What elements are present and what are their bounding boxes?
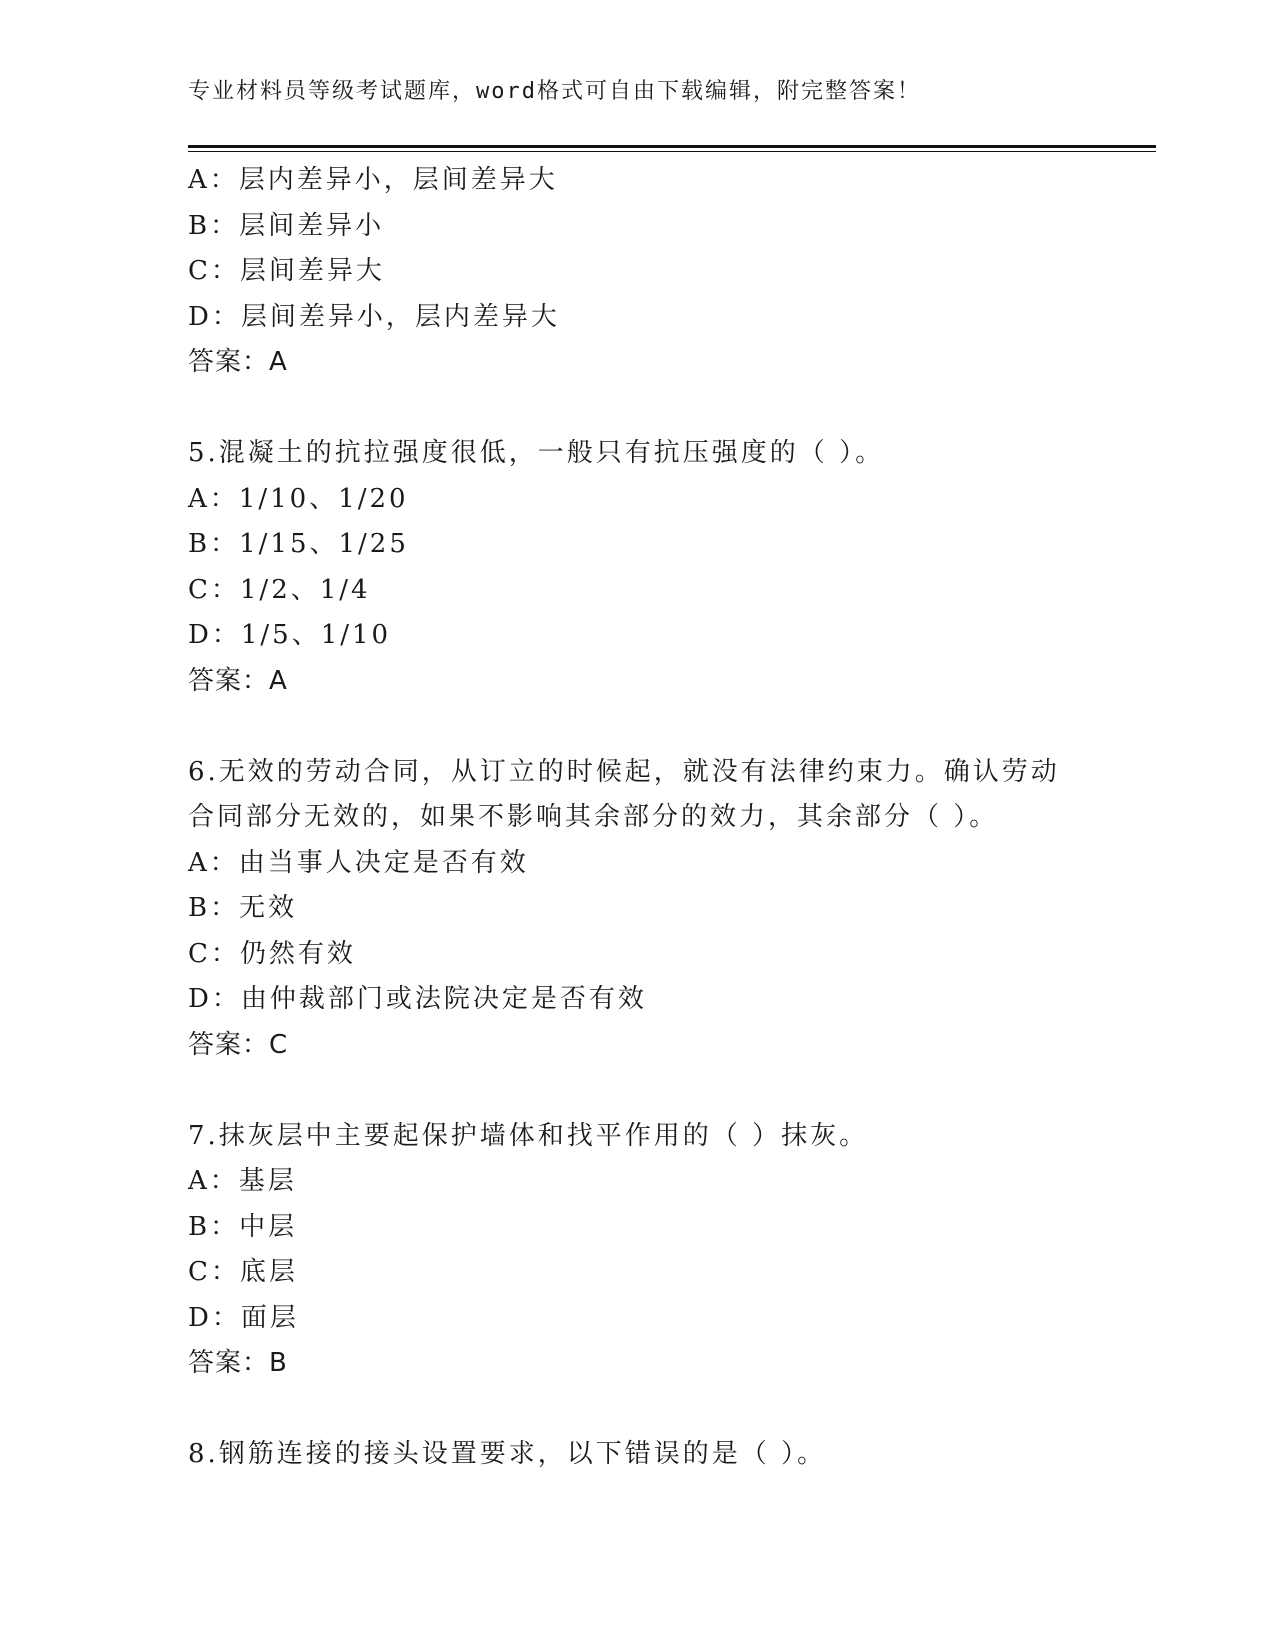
answer: 答案：B xyxy=(188,1348,288,1378)
option-a: A：基层 xyxy=(188,1166,297,1196)
question-text-line-2: 合同部分无效的，如果不影响其余部分的效力，其余部分（ ）。 xyxy=(188,802,999,832)
question-5 xyxy=(188,431,1088,704)
option-c: C：层间差异大 xyxy=(188,256,385,286)
option-d: D：由仲裁部门或法院决定是否有效 xyxy=(188,984,647,1014)
page-header: 专业材料员等级考试题库，word格式可自由下载编辑，附完整答案！ xyxy=(188,79,921,104)
option-c: C：底层 xyxy=(188,1257,298,1287)
spacer xyxy=(188,386,1088,432)
question-content xyxy=(188,158,1088,1478)
option-d: D：层间差异小，层内差异大 xyxy=(188,301,560,332)
spacer xyxy=(188,1387,1088,1433)
question-text: 5.混凝土的抗拉强度很低，一般只有抗压强度的（ ）。 xyxy=(188,438,885,468)
option-a: A：层内差异小，层间差异大 xyxy=(188,165,558,195)
question-6 xyxy=(188,750,1088,1069)
answer: 答案：A xyxy=(188,347,288,377)
question-text: 8.钢筋连接的接头设置要求，以下错误的是（ ）。 xyxy=(188,1439,827,1469)
question-8 xyxy=(188,1432,1088,1478)
question-4 xyxy=(188,158,1088,386)
option-c: C：1/2、1/4 xyxy=(188,574,371,605)
spacer xyxy=(188,704,1088,750)
option-a: A：由当事人决定是否有效 xyxy=(188,847,529,878)
option-a: A：1/10、1/20 xyxy=(188,483,409,514)
question-text-line-1: 6.无效的劳动合同，从订立的时候起，就没有法律约束力。确认劳动 xyxy=(188,756,1060,787)
answer: 答案：C xyxy=(188,1029,289,1060)
option-b: B：中层 xyxy=(188,1211,298,1242)
option-b: B：1/15、1/25 xyxy=(188,529,409,559)
answer: 答案：A xyxy=(188,665,288,696)
option-d: D：面层 xyxy=(188,1302,299,1333)
spacer xyxy=(188,1068,1088,1114)
option-b: B：层间差异小 xyxy=(188,210,385,241)
question-7 xyxy=(188,1114,1088,1387)
header-rule-thick xyxy=(188,145,1156,148)
header-rule-thin xyxy=(188,151,1156,152)
option-d: D：1/5、1/10 xyxy=(188,620,392,650)
option-b: B：无效 xyxy=(188,893,298,923)
option-c: C：仍然有效 xyxy=(188,938,356,969)
question-text: 7.抹灰层中主要起保护墙体和找平作用的（ ）抹灰。 xyxy=(188,1120,869,1151)
